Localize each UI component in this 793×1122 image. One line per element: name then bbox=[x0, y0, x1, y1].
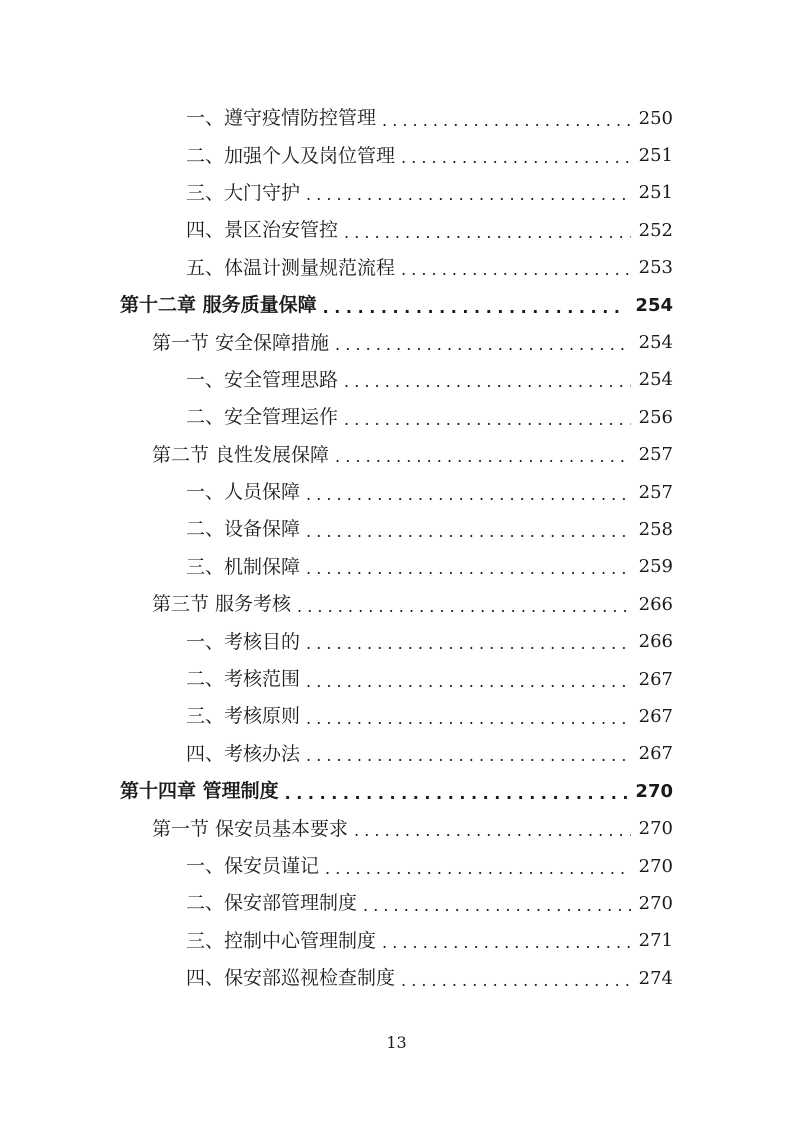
dot-leader bbox=[306, 561, 631, 577]
toc-entry[interactable] bbox=[0, 960, 793, 997]
toc-entry[interactable] bbox=[0, 362, 793, 399]
toc-entry-title: 三、机制保障 bbox=[186, 555, 301, 578]
toc-entry[interactable] bbox=[0, 511, 793, 548]
toc-entry-page: 251 bbox=[638, 145, 673, 167]
toc-entry[interactable] bbox=[0, 250, 793, 287]
dot-leader bbox=[306, 636, 631, 652]
toc-entry[interactable] bbox=[0, 324, 793, 361]
toc-entry-title: 二、考核范围 bbox=[186, 668, 301, 691]
dot-leader bbox=[335, 337, 631, 353]
table-of-contents bbox=[0, 100, 793, 997]
toc-entry-page: 266 bbox=[638, 593, 673, 615]
dot-leader bbox=[306, 674, 631, 690]
toc-entry-page: 254 bbox=[638, 369, 673, 391]
toc-entry[interactable] bbox=[0, 100, 793, 137]
toc-entry-title: 一、保安员谨记 bbox=[186, 855, 320, 877]
toc-entry-title: 二、加强个人及岗位管理 bbox=[186, 144, 396, 167]
toc-entry-title: 三、大门守护 bbox=[186, 181, 301, 204]
toc-entry[interactable] bbox=[0, 137, 793, 174]
dot-leader bbox=[344, 225, 631, 241]
toc-entry[interactable] bbox=[0, 586, 793, 623]
toc-entry-page: 254 bbox=[638, 332, 673, 354]
toc-entry[interactable] bbox=[0, 549, 793, 586]
toc-entry-page: 257 bbox=[638, 444, 673, 466]
toc-entry-title: 第一节 保安员基本要求 bbox=[152, 817, 349, 840]
toc-entry-title: 一、安全管理思路 bbox=[186, 368, 339, 391]
toc-entry-title: 二、保安部管理制度 bbox=[186, 892, 358, 915]
toc-entry-page: 270 bbox=[638, 855, 673, 877]
toc-entry-page: 267 bbox=[638, 705, 673, 727]
toc-entry-title: 二、安全管理运作 bbox=[186, 406, 339, 429]
toc-entry[interactable] bbox=[0, 698, 793, 735]
dot-leader bbox=[285, 786, 628, 802]
toc-entry-title: 一、遵守疫情防控管理 bbox=[186, 107, 377, 130]
toc-entry-page: 252 bbox=[638, 219, 673, 241]
page-number: 13 bbox=[386, 1033, 407, 1052]
toc-entry-title: 二、设备保障 bbox=[186, 518, 301, 541]
dot-leader bbox=[344, 374, 631, 390]
dot-leader bbox=[306, 711, 631, 727]
dot-leader bbox=[382, 113, 631, 129]
toc-entry-page: 253 bbox=[638, 257, 673, 279]
toc-entry-page: 271 bbox=[638, 930, 673, 952]
dot-leader bbox=[306, 524, 631, 540]
dot-leader bbox=[354, 823, 631, 839]
dot-leader bbox=[344, 412, 631, 428]
toc-entry[interactable] bbox=[0, 623, 793, 660]
toc-entry-title: 第十四章 管理制度 bbox=[120, 780, 279, 803]
toc-entry[interactable] bbox=[0, 923, 793, 960]
dot-leader bbox=[363, 898, 631, 914]
dot-leader bbox=[306, 487, 631, 503]
toc-entry-page: 256 bbox=[638, 406, 673, 428]
dot-leader bbox=[306, 748, 631, 764]
toc-entry-title: 四、景区治安管控 bbox=[186, 219, 339, 242]
toc-entry[interactable] bbox=[0, 175, 793, 212]
toc-entry-title: 第一节 安全保障措施 bbox=[152, 331, 330, 354]
toc-entry[interactable] bbox=[0, 474, 793, 511]
toc-entry-page: 250 bbox=[638, 107, 673, 129]
toc-entry[interactable] bbox=[0, 399, 793, 436]
toc-entry-page: 259 bbox=[638, 556, 673, 578]
toc-entry-title: 四、保安部巡视检查制度 bbox=[186, 967, 396, 990]
toc-entry[interactable] bbox=[0, 437, 793, 474]
toc-entry-title: 三、考核原则 bbox=[186, 705, 301, 728]
toc-entry-page: 274 bbox=[638, 967, 673, 989]
toc-entry[interactable] bbox=[0, 212, 793, 249]
toc-entry-page: 266 bbox=[638, 631, 673, 653]
toc-entry-title: 一、人员保障 bbox=[186, 481, 301, 504]
toc-entry-page: 267 bbox=[638, 668, 673, 690]
toc-entry-title: 一、考核目的 bbox=[186, 630, 301, 653]
toc-entry-title: 第三节 服务考核 bbox=[152, 593, 292, 616]
toc-entry[interactable] bbox=[0, 810, 793, 847]
toc-entry-title: 第二节 良性发展保障 bbox=[152, 443, 330, 466]
toc-entry[interactable] bbox=[0, 773, 793, 810]
toc-entry-title: 三、控制中心管理制度 bbox=[186, 929, 377, 952]
toc-entry[interactable] bbox=[0, 848, 793, 885]
toc-entry-title: 五、体温计测量规范流程 bbox=[186, 256, 396, 279]
dot-leader bbox=[401, 973, 631, 989]
toc-entry[interactable] bbox=[0, 885, 793, 922]
toc-entry-title: 第十二章 服务质量保障 bbox=[120, 294, 317, 317]
toc-entry[interactable] bbox=[0, 287, 793, 324]
dot-leader bbox=[325, 861, 631, 877]
toc-entry-page: 270 bbox=[635, 780, 673, 802]
dot-leader bbox=[335, 449, 631, 465]
toc-entry-page: 267 bbox=[638, 743, 673, 765]
toc-entry-page: 270 bbox=[638, 892, 673, 914]
toc-entry-page: 258 bbox=[638, 518, 673, 540]
dot-leader bbox=[323, 300, 628, 316]
dot-leader bbox=[382, 935, 631, 951]
toc-entry-title: 四、考核办法 bbox=[186, 742, 301, 765]
toc-entry-page: 257 bbox=[638, 481, 673, 503]
toc-entry-page: 251 bbox=[638, 182, 673, 204]
toc-entry[interactable] bbox=[0, 661, 793, 698]
toc-entry-page: 270 bbox=[638, 818, 673, 840]
dot-leader bbox=[297, 599, 631, 615]
toc-entry-page: 254 bbox=[635, 294, 673, 316]
dot-leader bbox=[401, 150, 631, 166]
dot-leader bbox=[306, 187, 631, 203]
toc-entry[interactable] bbox=[0, 736, 793, 773]
dot-leader bbox=[401, 262, 631, 278]
